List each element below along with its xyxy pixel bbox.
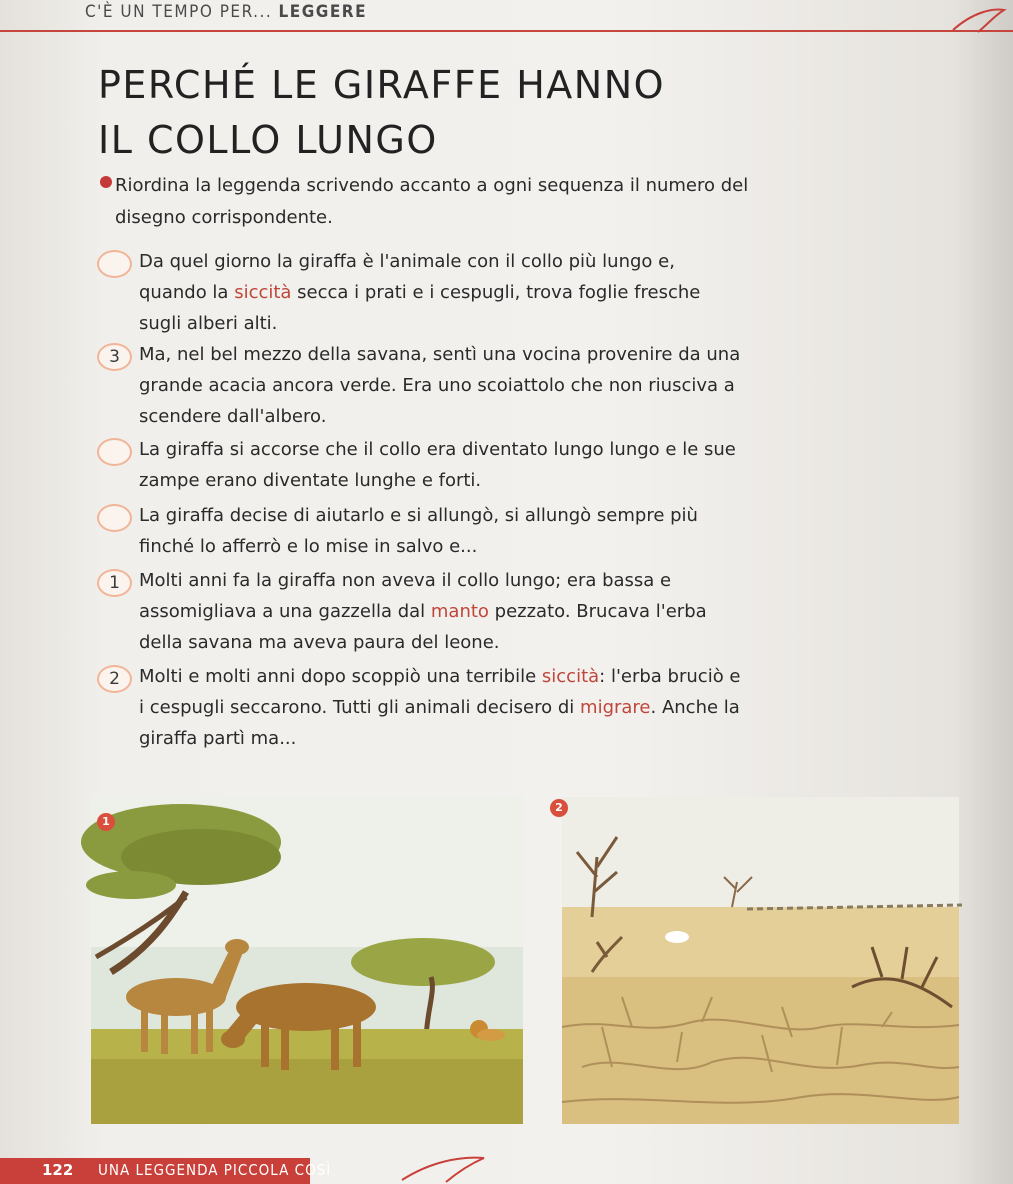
answer-circle[interactable] — [97, 250, 132, 278]
sequence-text: La giraffa si accorse che il collo era diventato lungo lungo e le sue zampe erano diventate lunghe e forti. — [139, 439, 736, 491]
swoosh-decoration — [948, 6, 1008, 36]
sequence-text: Ma, nel bel mezzo della savana, sentì una vocina provenire da una grande acacia ancora verde. Era uno scoiattolo che non riusciva a scendere dall'albero. — [139, 344, 741, 427]
illustration-number-badge: 2 — [550, 799, 568, 817]
keyword: siccità — [541, 666, 600, 687]
illustration-number-badge: 1 — [97, 813, 115, 831]
sequence-text: Molti e molti anni dopo scoppiò una terribile siccità: l'erba bruciò e i cespugli seccarono. Tutti gli animali decisero di migrare. Anche la giraffa partì ma... — [139, 666, 741, 749]
swoosh-decoration — [400, 1150, 490, 1184]
header-section: LEGGERE — [278, 2, 368, 22]
keyword: manto — [430, 601, 489, 622]
answer-circle[interactable]: 2 — [97, 665, 132, 693]
bullet-icon — [100, 176, 112, 188]
footer-label: UNA LEGGENDA PICCOLA COSÌ — [98, 1161, 332, 1179]
sequence-text: La giraffa decise di aiutarlo e si allungò, si allungò sempre più finché lo afferrò e lo mise in salvo e... — [139, 505, 698, 557]
sequence-item — [97, 565, 747, 658]
title-line-1: PERCHÉ LE GIRAFFE HANNO — [98, 63, 666, 107]
answer-circle[interactable]: 1 — [97, 569, 132, 597]
sequence-item — [97, 500, 747, 562]
sequence-text: Molti anni fa la giraffa non aveva il collo lungo; era bassa e assomigliava a una gazzella dal manto pezzato. Brucava l'erba della savana ma aveva paura del leone. — [139, 570, 707, 653]
sequence-item — [97, 339, 747, 432]
sequence-item — [97, 661, 747, 754]
illustration-savanna — [91, 797, 523, 1124]
header-prefix: C'È UN TEMPO PER... — [85, 2, 273, 22]
sequence-item — [97, 246, 747, 339]
sequence-text: Da quel giorno la giraffa è l'animale con il collo più lungo e, quando la siccità secca i prati e i cespugli, trova foglie fresche sugli alberi alti. — [139, 251, 701, 334]
keyword: siccità — [234, 282, 292, 303]
answer-circle[interactable] — [97, 438, 132, 466]
keyword: migrare — [580, 697, 651, 718]
answer-circle[interactable] — [97, 504, 132, 532]
running-header — [85, 2, 367, 22]
page-number: 122 — [42, 1161, 74, 1179]
header-rule — [0, 30, 1013, 32]
answer-circle[interactable]: 3 — [97, 343, 132, 371]
title-line-2: IL COLLO LUNGO — [98, 118, 438, 162]
page-title — [98, 58, 665, 168]
exercise-instruction: Riordina la leggenda scrivendo accanto a ogni sequenza il numero del disegno corrispondente. — [115, 175, 749, 228]
illustration-drought — [555, 797, 959, 1124]
sequence-item — [97, 434, 747, 496]
